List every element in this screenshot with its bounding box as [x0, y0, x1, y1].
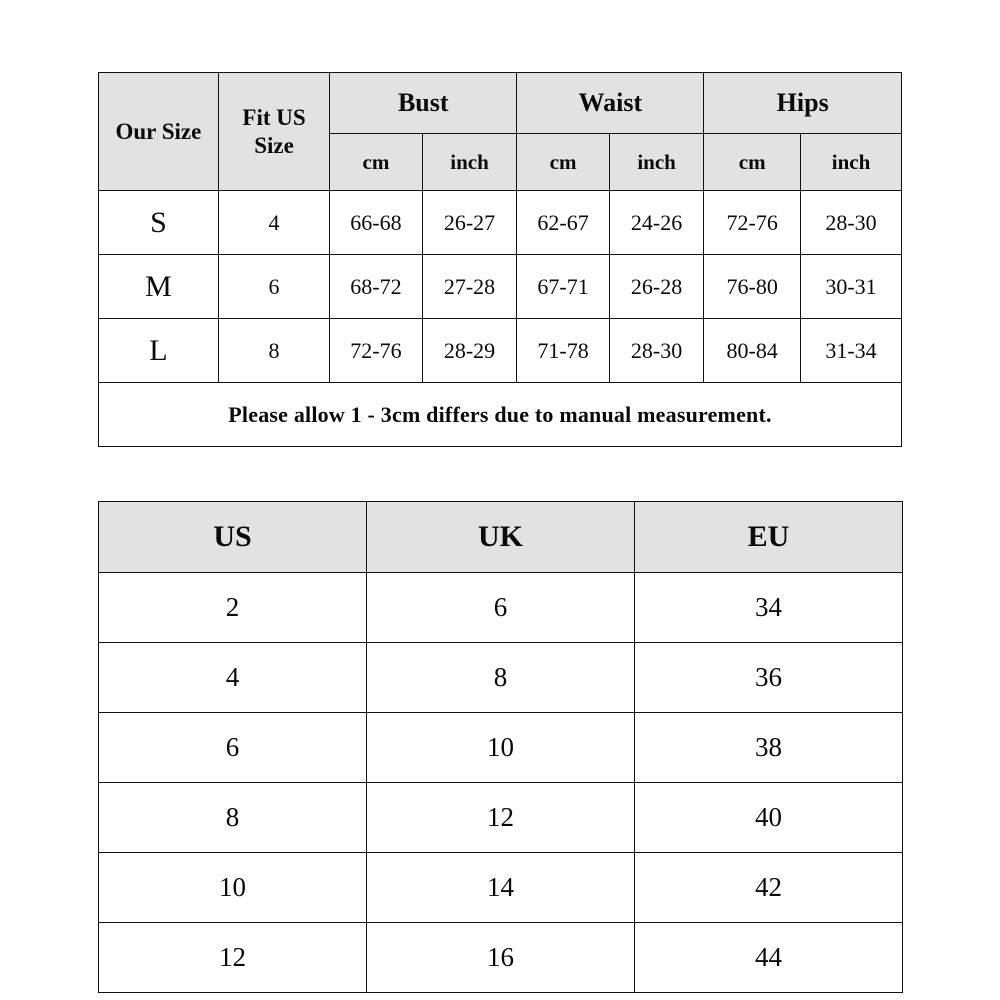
cell-uk: 10	[367, 713, 635, 783]
measurement-table-head	[99, 73, 902, 191]
cell-waist-cm: 71-78	[517, 319, 609, 383]
cell-hips-cm: 80-84	[704, 319, 801, 383]
size-conversion-table	[98, 501, 903, 993]
table-row	[99, 191, 902, 255]
table-row	[99, 923, 903, 993]
cell-eu: 36	[635, 643, 903, 713]
cell-size: S	[99, 191, 219, 255]
cell-waist-inch: 24-26	[609, 191, 704, 255]
cell-hips-inch: 28-30	[801, 191, 902, 255]
cell-uk: 6	[367, 573, 635, 643]
cell-fit-us: 4	[218, 191, 329, 255]
cell-waist-inch: 28-30	[609, 319, 704, 383]
cell-uk: 8	[367, 643, 635, 713]
conversion-table-head	[99, 502, 903, 573]
cell-size: M	[99, 255, 219, 319]
cell-uk: 16	[367, 923, 635, 993]
header-bust-inch: inch	[422, 134, 517, 191]
cell-eu: 42	[635, 853, 903, 923]
table-row	[99, 643, 903, 713]
table-row	[99, 573, 903, 643]
header-hips-inch: inch	[801, 134, 902, 191]
header-our-size: Our Size	[99, 73, 219, 191]
cell-fit-us: 8	[218, 319, 329, 383]
cell-bust-cm: 68-72	[330, 255, 422, 319]
cell-eu: 34	[635, 573, 903, 643]
cell-uk: 12	[367, 783, 635, 853]
header-us: US	[99, 502, 367, 573]
header-waist-cm: cm	[517, 134, 609, 191]
measurement-note-row	[99, 383, 902, 447]
cell-us: 4	[99, 643, 367, 713]
measurement-table	[98, 72, 902, 447]
cell-hips-cm: 76-80	[704, 255, 801, 319]
cell-bust-cm: 72-76	[330, 319, 422, 383]
table-row	[99, 853, 903, 923]
measurement-note: Please allow 1 - 3cm differs due to manual measurement.	[99, 383, 902, 447]
measurement-table-body	[99, 191, 902, 447]
table-gap	[98, 447, 902, 501]
cell-eu: 44	[635, 923, 903, 993]
header-group-bust: Bust	[330, 73, 517, 134]
cell-bust-cm: 66-68	[330, 191, 422, 255]
header-eu: EU	[635, 502, 903, 573]
header-hips-cm: cm	[704, 134, 801, 191]
header-bust-cm: cm	[330, 134, 422, 191]
cell-uk: 14	[367, 853, 635, 923]
cell-fit-us: 6	[218, 255, 329, 319]
cell-us: 12	[99, 923, 367, 993]
cell-waist-cm: 67-71	[517, 255, 609, 319]
table-row	[99, 255, 902, 319]
cell-us: 6	[99, 713, 367, 783]
cell-us: 10	[99, 853, 367, 923]
header-group-hips: Hips	[704, 73, 902, 134]
cell-bust-inch: 26-27	[422, 191, 517, 255]
cell-waist-inch: 26-28	[609, 255, 704, 319]
table-row	[99, 319, 902, 383]
header-uk: UK	[367, 502, 635, 573]
cell-hips-inch: 30-31	[801, 255, 902, 319]
cell-waist-cm: 62-67	[517, 191, 609, 255]
cell-size: L	[99, 319, 219, 383]
conversion-table-body	[99, 573, 903, 993]
cell-hips-inch: 31-34	[801, 319, 902, 383]
cell-us: 8	[99, 783, 367, 853]
table-row	[99, 713, 903, 783]
cell-eu: 38	[635, 713, 903, 783]
cell-us: 2	[99, 573, 367, 643]
table-row	[99, 783, 903, 853]
cell-eu: 40	[635, 783, 903, 853]
header-fit-us-size: Fit US Size	[218, 73, 329, 191]
cell-hips-cm: 72-76	[704, 191, 801, 255]
header-waist-inch: inch	[609, 134, 704, 191]
header-group-waist: Waist	[517, 73, 704, 134]
cell-bust-inch: 28-29	[422, 319, 517, 383]
cell-bust-inch: 27-28	[422, 255, 517, 319]
